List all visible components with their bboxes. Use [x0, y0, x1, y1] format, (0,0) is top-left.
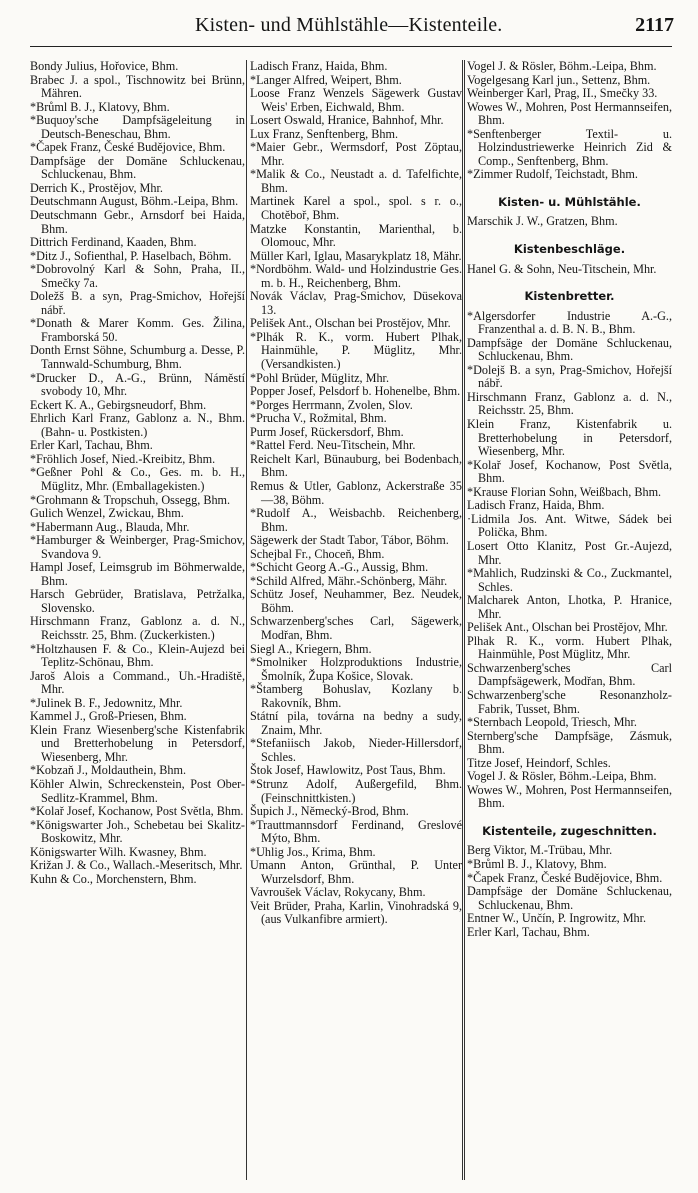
directory-entry: Erler Karl, Tachau, Bhm. — [30, 438, 153, 453]
directory-entry: Loose Franz Wenzels Sägewerk Gustav Weis' Erben, Eichwald, Bhm. — [250, 86, 462, 114]
directory-entry: Ladisch Franz, Haida, Bhm. — [467, 498, 605, 513]
directory-entry: *Nordböhm. Wald- und Holzindustrie Ges. m. b. H., Reichenberg, Bhm. — [250, 262, 462, 290]
directory-entry: Schütz Josef, Neuhammer, Bez. Neudek, Böhm. — [250, 587, 462, 615]
directory-entry: *Štamberg Bohuslav, Kozlany b. Rakovník, Bhm. — [250, 682, 462, 710]
header-rule — [30, 46, 672, 47]
directory-entry: Sternberg'sche Dampfsäge, Zásmuk, Bhm. — [467, 728, 672, 757]
directory-entry: *Königswarter Joh., Schebetau bei Skalitz-Boskowitz, Mhr. — [30, 817, 245, 846]
directory-entry: Deutschmann Gebr., Arnsdorf bei Haida, Bhm. — [30, 208, 245, 236]
directory-entry: Pelišek Ant., Olschan bei Prostějov, Mhr. — [467, 620, 668, 635]
directory-entry: Königswarter Wilh. Kwasney, Bhm. — [30, 844, 207, 859]
directory-entry: *Habermann Aug., Blauda, Mhr. — [30, 519, 190, 534]
directory-entry: Wowes W., Mohren, Post Hermannseifen, Bhm. — [467, 99, 672, 128]
section-heading: Kistenbretter. — [524, 289, 615, 304]
directory-entry: *Julinek B. F., Jedownitz, Mhr. — [30, 695, 183, 710]
section-heading: Kisten- u. Mühlstähle. — [498, 194, 641, 209]
directory-entry: *Kobzaň J., Moldauthein, Bhm. — [30, 763, 187, 778]
directory-entry: Umann Anton, Grünthal, P. Unter Wurzelsdorf, Bhm. — [250, 858, 462, 886]
directory-entry: Reichelt Karl, Bünauburg, bei Bodenbach, Bhm. — [250, 451, 462, 480]
directory-entry: Erler Karl, Tachau, Bhm. — [467, 924, 590, 939]
directory-entry: Kuhn & Co., Morchenstern, Bhm. — [30, 871, 197, 886]
directory-entry: Státní pila, továrna na bedny a sudy, Znaim, Mhr. — [250, 709, 462, 737]
directory-entry: Gulich Wenzel, Zwickau, Bhm. — [30, 506, 184, 521]
column-divider-left — [246, 60, 247, 1180]
section-heading: Kistenteile, zugeschnitten. — [482, 823, 657, 838]
directory-entry: Harsch Gebrüder, Bratislava, Petržalka, Slovensko. — [30, 587, 245, 615]
column-divider-right — [462, 60, 463, 1180]
directory-entry: *Holtzhausen F. & Co., Klein-Aujezd bei Teplitz-Schönau, Bhm. — [30, 641, 245, 670]
directory-entry: Purm Josef, Rückersdorf, Bhm. — [250, 424, 404, 439]
directory-entry: *Rattel Ferd. Neu-Titschein, Mhr. — [250, 438, 416, 453]
directory-entry: Berg Viktor, M.-Trübau, Mhr. — [467, 843, 613, 858]
directory-entry: Martinek Karel a spol., spol. s r. o., Chotěboř, Bhm. — [250, 194, 462, 223]
directory-entry: Derrich K., Prostějov, Mhr. — [30, 180, 163, 195]
directory-entry: Sägewerk der Stadt Tabor, Tábor, Böhm. — [250, 533, 449, 548]
directory-entry: *Langer Alfred, Weipert, Bhm. — [250, 72, 402, 87]
page-header — [0, 14, 698, 44]
directory-entry: Schwarzenberg'sche Resonanzholz-Fabrik, Tusset, Bhm. — [467, 687, 672, 716]
directory-entry: *Pohl Brüder, Müglitz, Mhr. — [250, 370, 389, 385]
directory-entry: *Maier Gebr., Wermsdorf, Post Zöptau, Mhr. — [250, 140, 462, 168]
directory-entry: *Rudolf A., Weisbachb. Reichenberg, Bhm. — [250, 506, 462, 534]
directory-entry: *Čapek Franz, České Budějovice, Bhm. — [30, 140, 226, 155]
directory-entry: *Plhák R. K., vorm. Hubert Plhak, Hainmühle, P. Müglitz, Mhr. (Versandkisten.) — [250, 329, 462, 372]
directory-entry: Titze Josef, Heindorf, Schles. — [467, 755, 611, 770]
directory-entry: Ladisch Franz, Haida, Bhm. — [250, 60, 388, 73]
directory-entry: Šupich J., Německý-Brod, Bhm. — [250, 804, 409, 819]
directory-entry: Štok Josef, Hawlowitz, Post Taus, Bhm. — [250, 763, 446, 778]
directory-entry: Novák Václav, Prag-Smichov, Düsekova 13. — [250, 289, 462, 317]
directory-entry: *Sternbach Leopold, Triesch, Mhr. — [467, 715, 637, 730]
directory-entry: *Geßner Pohl & Co., Ges. m. b. H., Müglitz, Mhr. (Emballagekisten.) — [30, 465, 245, 493]
directory-entry: Müller Karl, Iglau, Masarykplatz 18, Mähr. — [250, 248, 462, 263]
directory-entry: Kammel J., Groß-Priesen, Bhm. — [30, 709, 187, 724]
directory-entry: Losert Otto Klanitz, Post Gr.-Aujezd, Mhr. — [467, 538, 672, 567]
directory-entry: *Stefaniisch Jakob, Nieder-Hillersdorf, Schles. — [250, 736, 462, 764]
directory-entry: *Smolniker Holzproduktions Industrie, Šmolník, Župa Košice, Slovak. — [250, 655, 462, 683]
directory-entry: ·Lidmila Jos. Ant. Witwe, Sádek bei Polička, Bhm. — [467, 511, 672, 540]
directory-entry: *Zimmer Rudolf, Teichstadt, Bhm. — [467, 167, 638, 182]
directory-entry: Brabec J. a spol., Tischnowitz bei Brünn, Mähren. — [30, 72, 245, 101]
directory-entry: *Kolař Josef, Kochanow, Post Světla, Bhm. — [30, 804, 244, 819]
directory-entry: Dampfsäge der Domäne Schluckenau, Schluckenau, Bhm. — [467, 335, 672, 364]
directory-entry: *Čapek Franz, České Budějovice, Bhm. — [467, 870, 663, 885]
directory-entry: Doležš B. a syn, Prag-Smichov, Hořejší nábř. — [30, 289, 245, 317]
directory-entry: Hanel G. & Sohn, Neu-Titschein, Mhr. — [467, 261, 657, 276]
directory-entry: *Hamburger & Weinberger, Prag-Smichov, Svandova 9. — [30, 533, 245, 561]
directory-entry: *Brůml B. J., Klatovy, Bhm. — [30, 99, 170, 114]
column-divider-right-double — [464, 60, 465, 1180]
directory-entry: Matzke Konstantin, Marienthal, b. Olomouc, Mhr. — [250, 221, 462, 250]
directory-entry: *Schicht Georg A.-G., Aussig, Bhm. — [250, 560, 429, 575]
directory-entry: Remus & Utler, Gablonz, Ackerstraße 35—38, Böhm. — [250, 478, 462, 507]
directory-entry: *Prucha V., Rožmital, Bhm. — [250, 411, 387, 426]
directory-entry: Hampl Josef, Leimsgrub im Böhmerwalde, Bhm. — [30, 560, 245, 588]
page-number: 2117 — [635, 14, 674, 36]
directory-entry: *Strunz Adolf, Außergefild, Bhm. (Feinschnittkisten.) — [250, 776, 462, 805]
directory-entry: Veit Brüder, Praha, Karlin, Vinohradská 9, (aus Vulkanfibre armiert). — [250, 898, 462, 927]
directory-entry: Vavroušek Václav, Rokycany, Bhm. — [250, 885, 426, 900]
column-right — [467, 60, 672, 1180]
directory-entry: *Doleјš B. a syn, Prag-Smichov, Hořejší nábř. — [467, 362, 672, 391]
directory-entry: Malcharek Anton, Lhotka, P. Hranice, Mhr. — [467, 593, 672, 621]
directory-entry: Schwarzenberg'sches Carl, Sägewerk, Modřan, Bhm. — [250, 614, 462, 642]
section-heading: Kistenbeschläge. — [513, 242, 626, 257]
column-middle — [250, 60, 462, 1180]
directory-entry: Pelišek Ant., Olschan bei Prostějov, Mhr. — [250, 316, 451, 331]
directory-entry: Marschik J. W., Gratzen, Bhm. — [467, 214, 618, 229]
directory-entry: Schwarzenberg'sches Carl Dampfsägewerk, Modřan, Bhm. — [467, 660, 672, 689]
directory-entry: *Kolař Josef, Kochanow, Post Světla, Bhm. — [467, 457, 672, 486]
directory-entry: Bondy Julius, Hořovice, Bhm. — [30, 60, 179, 73]
directory-entry: *Brůml B. J., Klatovy, Bhm. — [467, 856, 607, 871]
directory-entry: Vogelgesang Karl jun., Settenz, Bhm. — [467, 72, 651, 87]
directory-entry: Losert Oswald, Hranice, Bahnhof, Mhr. — [250, 113, 444, 128]
directory-entry: *Drucker D., A.-G., Brünn, Náměstí svobody 10, Mhr. — [30, 370, 245, 399]
directory-entry: Weinberger Karl, Prag, II., Smečky 33. — [467, 86, 658, 101]
page-title: Kisten- und Mühlstähle—Kistenteile. — [195, 14, 503, 36]
directory-entry: *Uhlig Jos., Krima, Bhm. — [250, 844, 376, 859]
directory-entry: *Buquoy'sche Dampfsägeleitung in Deutsch-Beneschau, Bhm. — [30, 113, 245, 141]
directory-entry: Eckert K. A., Gebirgsneudorf, Bhm. — [30, 397, 207, 412]
directory-entry: Vogel J. & Rösler, Böhm.-Leipa, Bhm. — [467, 769, 657, 784]
directory-entry: Vogel J. & Rösler, Böhm.-Leipa, Bhm. — [467, 60, 657, 73]
directory-entry: *Senftenberger Textil- u. Holzindustriewerke Heinrich Zid & Comp., Senftenberg, Bhm. — [467, 126, 672, 168]
directory-entry: *Trauttmannsdorf Ferdinand, Greslové Mýto, Bhm. — [250, 817, 462, 846]
directory-entry: Donth Ernst Söhne, Schumburg a. Desse, P. Tannwald-Schumburg, Bhm. — [30, 343, 245, 372]
directory-entry: Wowes W., Mohren, Post Hermannseifen, Bhm. — [467, 782, 672, 811]
directory-entry: *Schild Alfred, Mähr.-Schönberg, Mähr. — [250, 573, 448, 588]
directory-entry: Siegl A., Kriegern, Bhm. — [250, 641, 372, 656]
directory-entry: *Porges Herrmann, Zvolen, Slov. — [250, 397, 413, 412]
directory-entry: Dampfsäge der Domäne Schluckenau, Schluckenau, Bhm. — [30, 153, 245, 182]
directory-entry: Plhak R. K., vorm. Hubert Plhak, Hainmühle, Post Müglitz, Mhr. — [467, 633, 672, 662]
directory-entry: Popper Josef, Pelsdorf b. Hohenelbe, Bhm. — [250, 384, 461, 399]
directory-entry: Hirschmann Franz, Gablonz a. d. N., Reichsstr. 25, Bhm. (Zuckerkisten.) — [30, 614, 245, 642]
directory-entry: Entner W., Unčín, P. Ingrowitz, Mhr. — [467, 911, 647, 926]
directory-entry: *Krause Florian Sohn, Weißbach, Bhm. — [467, 484, 662, 499]
directory-entry: Križan J. & Co., Wallach.-Meseritsch, Mhr. — [30, 858, 243, 873]
directory-entry: *Malik & Co., Neustadt a. d. Tafelfichte, Bhm. — [250, 167, 462, 195]
directory-entry: Schejbal Fr., Choceň, Bhm. — [250, 546, 385, 561]
directory-entry: Klein Franz Wiesenberg'sche Kistenfabrik und Bretterhobelung in Petersdorf, Wiesenberg, Mhr. — [30, 722, 245, 764]
directory-entry: Köhler Alwin, Schreckenstein, Post Ober-Sedlitz-Krammel, Bhm. — [30, 776, 245, 805]
directory-entry: *Donath & Marer Komm. Ges. Žilina, Framborská 50. — [30, 316, 245, 344]
directory-entry: *Algersdorfer Industrie A.-G., Franzenthal a. d. B. N. B., Bhm. — [467, 308, 672, 337]
directory-entry: *Dobrovolný Karl & Sohn, Praha, II., Smečky 7a. — [30, 262, 245, 290]
directory-entry: Hirschmann Franz, Gablonz a. d. N., Reichsstr. 25, Bhm. — [467, 389, 672, 418]
directory-entry: Ehrlich Karl Franz, Gablonz a. N., Bhm. (Bahn- u. Postkisten.) — [30, 411, 245, 439]
directory-entry: *Fröhlich Josef, Nied.-Kreibitz, Bhm. — [30, 451, 216, 466]
directory-entry: *Ditz J., Sofienthal, P. Haselbach, Böhm. — [30, 248, 232, 263]
column-left — [30, 60, 245, 1180]
directory-entry: *Grohmann & Tropschuh, Ossegg, Bhm. — [30, 492, 231, 507]
directory-entry: Deutschmann August, Böhm.-Leipa, Bhm. — [30, 194, 239, 209]
directory-entry: Lux Franz, Senftenberg, Bhm. — [250, 126, 399, 141]
directory-entry: Jaroš Alois a Command., Uh.-Hradiště, Mhr. — [30, 668, 245, 697]
directory-entry: *Mahlich, Rudzinski & Co., Zuckmantel, Schles. — [467, 566, 672, 594]
directory-entry: Klein Franz, Kistenfabrik u. Bretterhobelung in Petersdorf, Wiesenberg, Mhr. — [467, 417, 672, 459]
directory-entry: Dampfsäge der Domäne Schluckenau, Schluckenau, Bhm. — [467, 884, 672, 912]
directory-entry: Dittrich Ferdinand, Kaaden, Bhm. — [30, 235, 197, 250]
